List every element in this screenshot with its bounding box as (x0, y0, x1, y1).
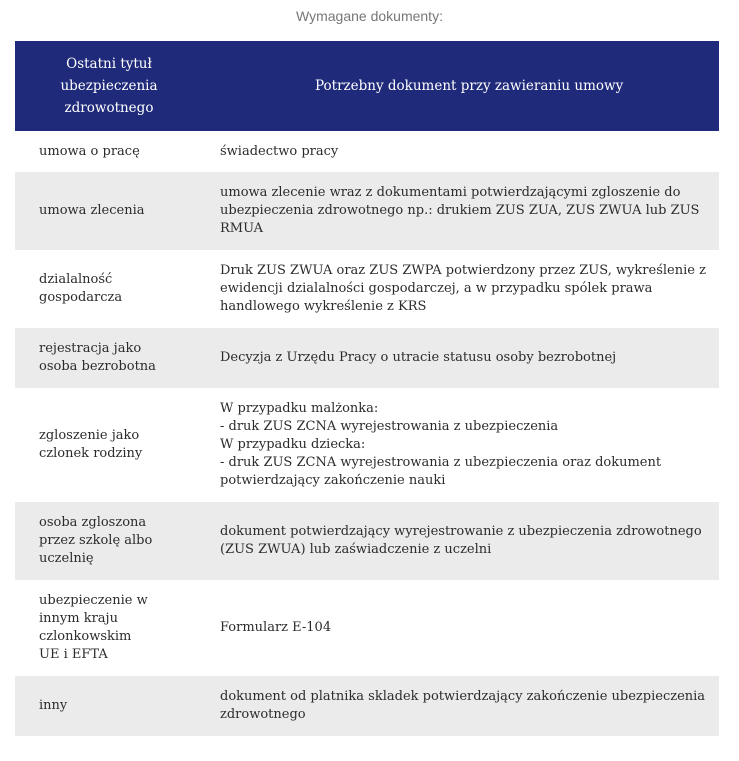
document-cell: dokument potwierdzający wyrejestrowanie z ubezpieczenia zdrowotnego (ZUS ZWUA) lub zaświadczenie z uczelni (203, 502, 719, 580)
table-header-row (15, 41, 719, 131)
table-row (15, 131, 719, 172)
insurance-title-cell: umowa zlecenia (15, 172, 203, 250)
insurance-title-cell: ubezpieczenie w innym kraju czlonkowskim UE i EFTA (15, 580, 203, 676)
insurance-title-cell: dzialalność gospodarcza (15, 250, 203, 328)
required-documents-table (15, 41, 719, 736)
document-cell: Decyzja z Urzędu Pracy o utracie statusu osoby bezrobotnej (203, 328, 719, 388)
insurance-title-cell: osoba zgloszona przez szkolę albo uczelnię (15, 502, 203, 580)
table-row (15, 676, 719, 736)
table-row (15, 172, 719, 250)
insurance-title-cell: zgloszenie jako czlonek rodziny (15, 388, 203, 502)
document-cell: świadectwo pracy (203, 131, 719, 172)
document-cell: Formularz E-104 (203, 580, 719, 676)
insurance-title-cell: umowa o pracę (15, 131, 203, 172)
insurance-title-cell: rejestracja jako osoba bezrobotna (15, 328, 203, 388)
table-caption: Wymagane dokumenty: (296, 8, 443, 24)
document-cell: W przypadku malżonka: - druk ZUS ZCNA wyrejestrowania z ubezpieczenia W przypadku dziecka: - druk ZUS ZCNA wyrejestrowania z ubezpieczenia oraz dokument potwierdzający zakończenie nauki (203, 388, 719, 502)
table-row (15, 328, 719, 388)
header-required-document: Potrzebny dokument przy zawieraniu umowy (203, 41, 719, 131)
insurance-title-cell: inny (15, 676, 203, 736)
document-cell: umowa zlecenie wraz z dokumentami potwierdzającymi zgloszenie do ubezpieczenia zdrowotnego np.: drukiem ZUS ZUA, ZUS ZWUA lub ZUS RMUA (203, 172, 719, 250)
table-row (15, 502, 719, 580)
document-cell: dokument od platnika skladek potwierdzający zakończenie ubezpieczenia zdrowotnego (203, 676, 719, 736)
table-row (15, 580, 719, 676)
table-row (15, 250, 719, 328)
header-insurance-title: Ostatni tytuł ubezpieczenia zdrowotnego (15, 41, 203, 131)
document-cell: Druk ZUS ZWUA oraz ZUS ZWPA potwierdzony przez ZUS, wykreślenie z ewidencji dzialalności gospodarczej, a w przypadku spólek prawa handlowego wykreślenie z KRS (203, 250, 719, 328)
table-row (15, 388, 719, 502)
